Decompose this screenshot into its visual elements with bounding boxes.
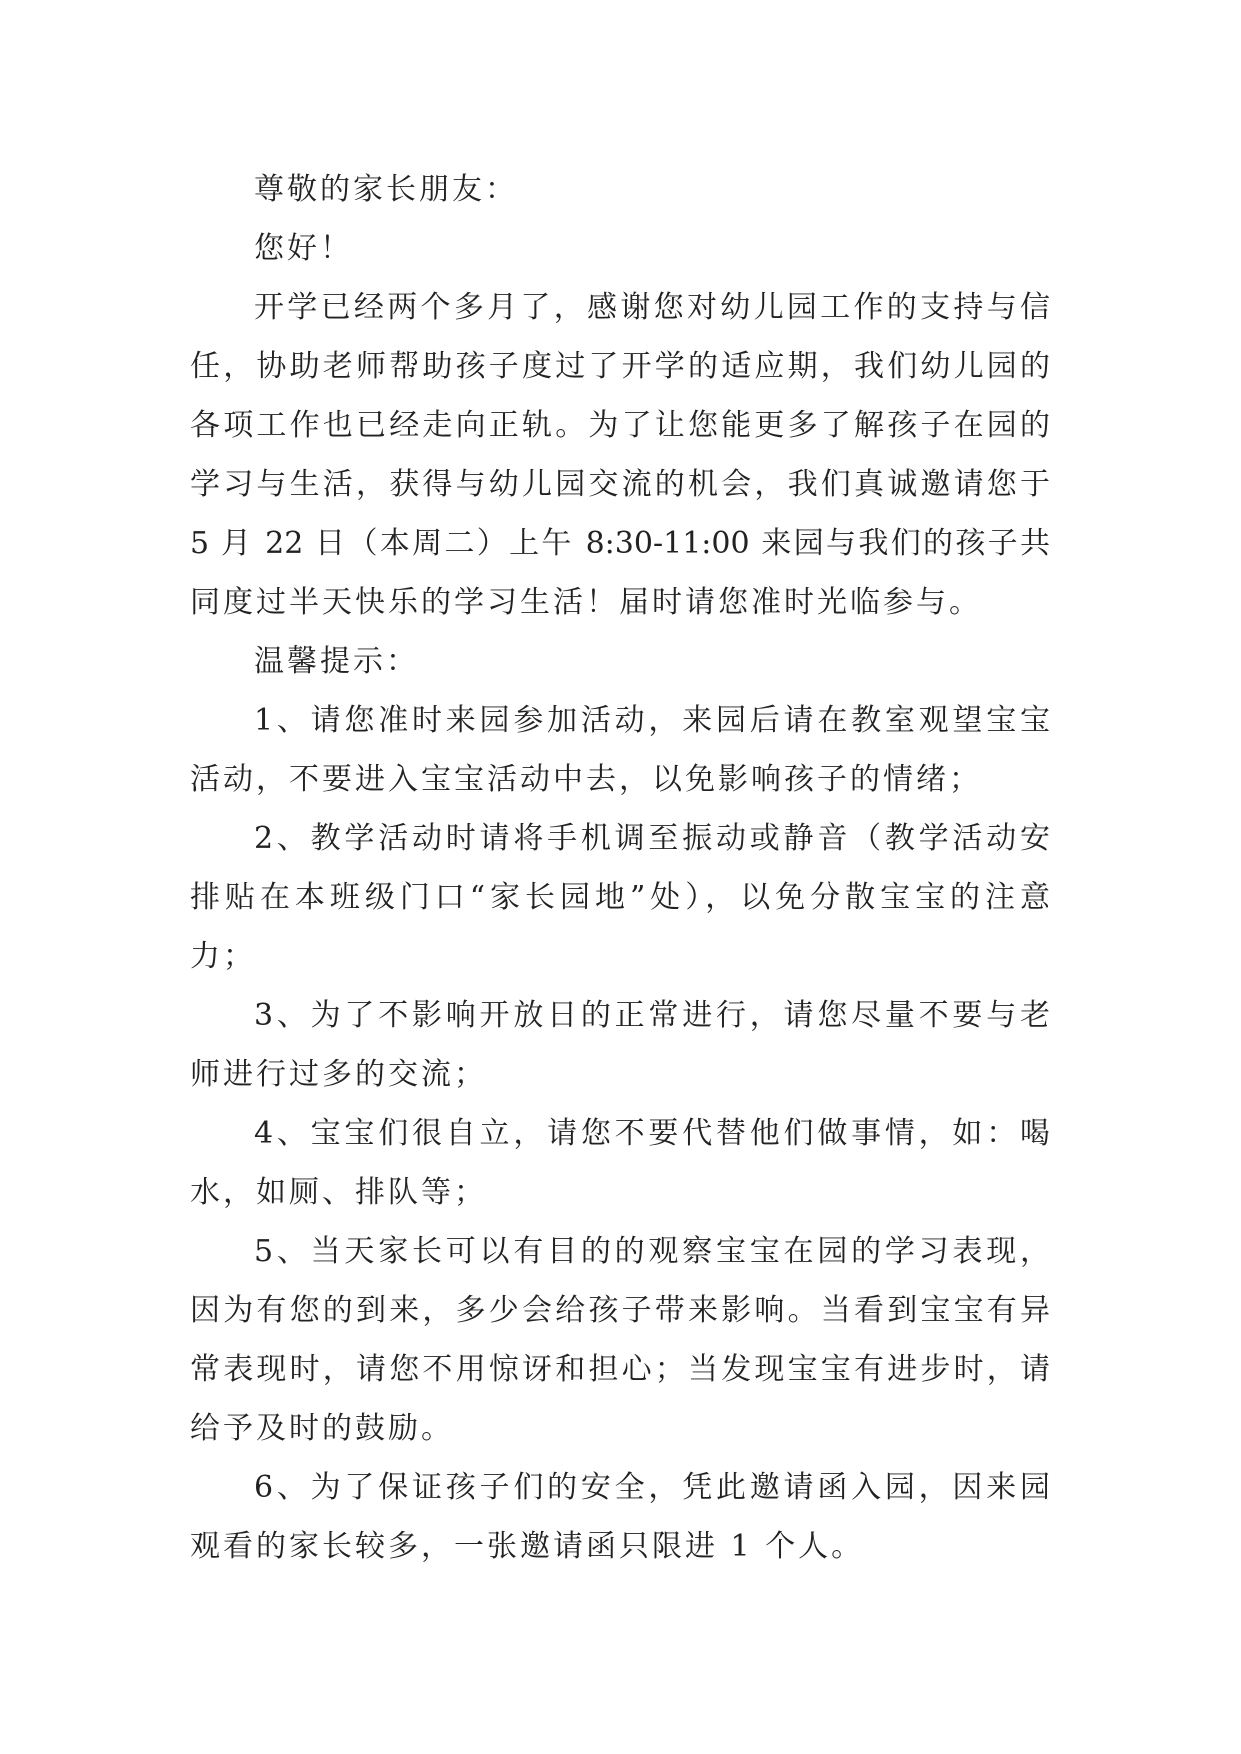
paragraph-line: 水，如厕、排队等； <box>190 1175 487 1210</box>
paragraph-line: 任，协助老师帮助孩子度过了开学的适应期，我们幼儿园的 <box>190 349 1050 384</box>
paragraph-line: 排贴在本班级门口“家长园地”处），以免分散宝宝的注意 <box>190 880 1050 915</box>
tip-4 <box>190 1104 1050 1222</box>
paragraph-line: 5 月 22 日（本周二）上午 8:30-11:00 来园与我们的孩子共 <box>190 526 1050 561</box>
paragraph-line: 师进行过多的交流； <box>190 1057 487 1092</box>
salutation: 您好！ <box>254 231 353 266</box>
letter-body <box>190 160 1050 1576</box>
paragraph-line: 同度过半天快乐的学习生活！届时请您准时光临参与。 <box>190 585 982 620</box>
tips-heading: 温馨提示： <box>254 644 419 679</box>
tip-6 <box>190 1458 1050 1576</box>
paragraph-line: 学习与生活，获得与幼儿园交流的机会，我们真诚邀请您于 <box>190 467 1050 502</box>
paragraph-line: 2、教学活动时请将手机调至振动或静音（教学活动安 <box>254 821 1050 856</box>
paragraph-line: 3、为了不影响开放日的正常进行，请您尽量不要与老 <box>254 998 1050 1033</box>
paragraph-line: 4、宝宝们很自立，请您不要代替他们做事情，如：喝 <box>254 1116 1050 1151</box>
greeting: 尊敬的家长朋友： <box>254 172 518 207</box>
tip-2 <box>190 809 1050 986</box>
tip-3 <box>190 986 1050 1104</box>
paragraph-line: 6、为了保证孩子们的安全，凭此邀请函入园，因来园 <box>254 1470 1050 1505</box>
paragraph-line: 因为有您的到来，多少会给孩子带来影响。当看到宝宝有异 <box>190 1293 1050 1328</box>
paragraph-line: 常表现时，请您不用惊讶和担心；当发现宝宝有进步时，请 <box>190 1352 1050 1387</box>
paragraph-line: 开学已经两个多月了，感谢您对幼儿园工作的支持与信 <box>254 290 1050 325</box>
paragraph-line: 5、当天家长可以有目的的观察宝宝在园的学习表现， <box>254 1234 1050 1269</box>
tip-5 <box>190 1222 1050 1458</box>
paragraph-line: 各项工作也已经走向正轨。为了让您能更多了解孩子在园的 <box>190 408 1050 443</box>
paragraph-line: 活动，不要进入宝宝活动中去，以免影响孩子的情绪； <box>190 762 982 797</box>
paragraph-line: 观看的家长较多，一张邀请函只限进 1 个人。 <box>190 1529 865 1564</box>
paragraph-line: 力； <box>190 939 256 974</box>
paragraph-line: 给予及时的鼓励。 <box>190 1411 454 1446</box>
tip-1 <box>190 691 1050 809</box>
intro-paragraph <box>190 278 1050 632</box>
paragraph-line: 1、请您准时来园参加活动，来园后请在教室观望宝宝 <box>254 703 1050 738</box>
